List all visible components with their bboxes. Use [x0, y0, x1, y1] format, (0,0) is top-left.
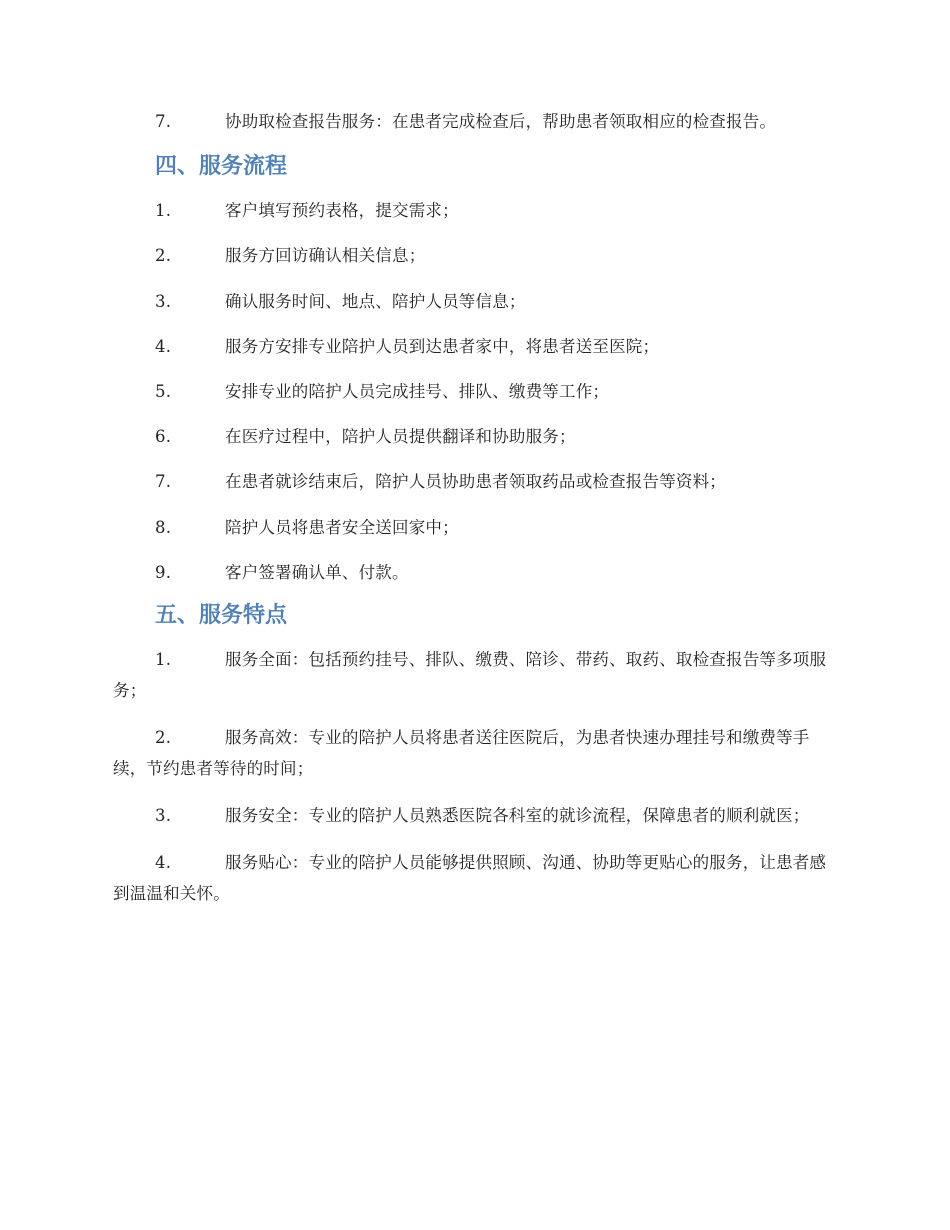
list-text: 服务方安排专业陪护人员到达患者家中，将患者送至医院； [225, 336, 660, 356]
list-text: 服务全面：包括预约挂号、排队、缴费、陪诊、带药、取药、取检查报告等多项服务； [113, 649, 827, 700]
list-text: 在患者就诊结束后，陪护人员协助患者领取药品或检查报告等资料； [225, 472, 726, 492]
list-text: 客户填写预约表格，提交需求； [225, 201, 459, 221]
list-item [113, 800, 840, 831]
section-heading-features: 五、服务特点 [155, 602, 288, 628]
list-number: 2. [155, 727, 172, 747]
list-item [113, 240, 840, 272]
list-text: 协助取检查报告服务：在患者完成检查后，帮助患者领取相应的检查报告。 [225, 112, 777, 131]
list-number: 4. [155, 336, 172, 356]
list-item [113, 286, 840, 318]
list-number: 4. [155, 852, 172, 872]
list-text: 服务方回访确认相关信息； [225, 246, 426, 266]
list-number: 1. [155, 649, 172, 669]
list-text: 服务安全：专业的陪护人员熟悉医院各科室的就诊流程，保障患者的顺利就医； [225, 805, 810, 825]
list-text: 陪护人员将患者安全送回家中； [225, 517, 459, 537]
list-item [113, 847, 840, 909]
list-item [113, 644, 840, 706]
list-number: 7. [155, 472, 172, 492]
list-text: 在医疗过程中，陪护人员提供翻译和协助服务； [225, 427, 576, 447]
service-features-section [113, 600, 840, 909]
list-number: 5. [155, 381, 172, 401]
list-item [113, 722, 840, 784]
list-item [113, 557, 840, 589]
list-number: 3. [155, 805, 172, 825]
list-number: 1. [155, 201, 172, 221]
list-text: 确认服务时间、地点、陪护人员等信息； [225, 291, 526, 311]
list-number: 7. [155, 112, 172, 131]
document-body [113, 106, 840, 925]
list-number: 6. [155, 427, 172, 447]
service-process-section [113, 151, 840, 589]
list-text: 服务高效：专业的陪护人员将患者送往医院后，为患者快速办理挂号和缴费等手续，节约患者等待的时间； [113, 727, 810, 778]
list-item [113, 421, 840, 453]
list-number: 3. [155, 291, 172, 311]
list-item [113, 195, 840, 227]
list-number: 2. [155, 246, 172, 266]
list-item [113, 466, 840, 498]
list-item [113, 331, 840, 363]
service-content-tail [113, 106, 840, 138]
list-number: 9. [155, 562, 172, 582]
list-item [113, 376, 840, 408]
list-number: 8. [155, 517, 172, 537]
list-text: 安排专业的陪护人员完成挂号、排队、缴费等工作； [225, 381, 610, 401]
section-heading-process: 四、服务流程 [155, 154, 288, 180]
list-item [113, 512, 840, 544]
list-text: 服务贴心：专业的陪护人员能够提供照顾、沟通、协助等更贴心的服务，让患者感到温温和关怀。 [113, 852, 827, 903]
list-item [113, 106, 840, 138]
list-text: 客户签署确认单、付款。 [225, 562, 409, 582]
